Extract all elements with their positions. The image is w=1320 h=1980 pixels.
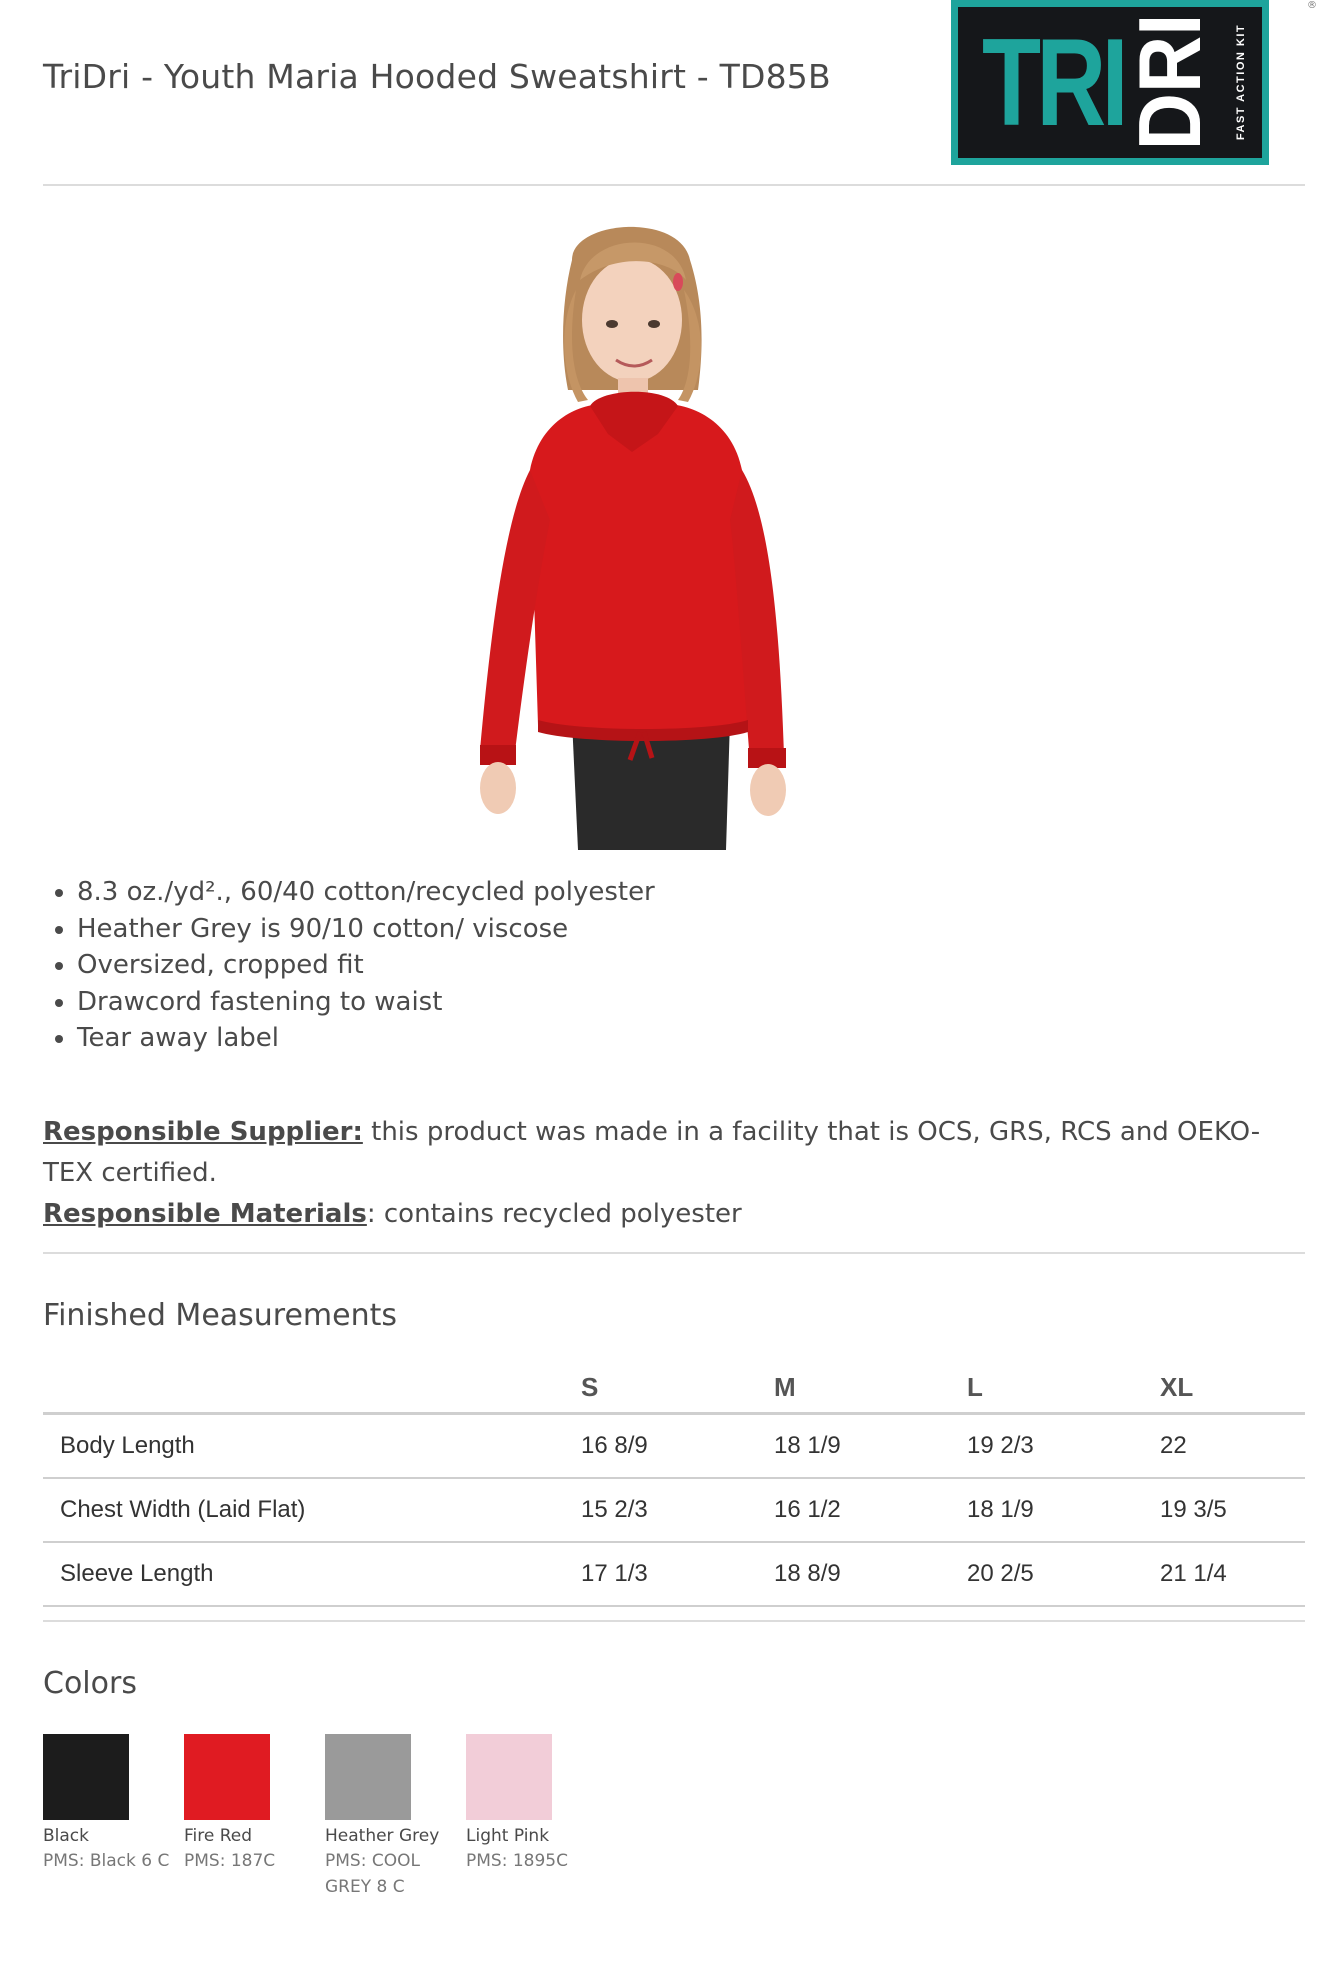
color-swatch-fire-red <box>184 1734 314 1874</box>
measurements-title: Finished Measurements <box>43 1298 398 1333</box>
logo-tagline: FAST ACTION KIT <box>1235 23 1247 141</box>
color-pms: PMS: Black 6 C <box>43 1851 170 1871</box>
table-cell: 16 8/9 <box>581 1414 774 1479</box>
table-cell: 21 1/4 <box>1160 1542 1305 1606</box>
header-divider <box>43 184 1305 186</box>
page-header <box>43 0 1317 185</box>
color-pms: PMS: 187C <box>184 1851 276 1871</box>
row-label: Sleeve Length <box>43 1542 581 1606</box>
table-cell: 20 2/5 <box>967 1542 1160 1606</box>
swatch-chip <box>184 1734 270 1820</box>
color-pms: PMS: 1895C <box>466 1851 568 1871</box>
table-row <box>43 1542 1305 1606</box>
registered-mark: ® <box>1307 0 1317 11</box>
color-swatch-light-pink <box>466 1734 596 1874</box>
responsible-info <box>43 1112 1305 1235</box>
swatch-chip <box>466 1734 552 1820</box>
swatch-chip <box>43 1734 129 1820</box>
color-name: Light Pink <box>466 1826 550 1846</box>
feature-item: • 8.3 oz./yd²., 60/40 cotton/recycled polyester <box>77 874 655 911</box>
section-divider <box>43 1252 1305 1254</box>
size-header-m: M <box>774 1371 796 1402</box>
table-cell: 17 1/3 <box>581 1542 774 1606</box>
row-label: Chest Width (Laid Flat) <box>43 1478 581 1542</box>
responsible-materials-label: Responsible Materials <box>43 1199 367 1229</box>
responsible-supplier-label: Responsible Supplier: <box>43 1117 363 1147</box>
swatch-chip <box>325 1734 411 1820</box>
logo-dri-text: DRI <box>1120 13 1219 151</box>
color-name: Black <box>43 1826 89 1846</box>
product-title: TriDri - Youth Maria Hooded Sweatshirt - TD85B <box>43 57 831 96</box>
feature-item: • Heather Grey is 90/10 cotton/ viscose <box>77 911 655 948</box>
product-photo <box>480 220 860 850</box>
table-cell: 22 <box>1160 1414 1305 1479</box>
table-cell: 19 2/3 <box>967 1414 1160 1479</box>
color-name: Heather Grey <box>325 1826 440 1846</box>
feature-item: • Oversized, cropped fit <box>77 947 655 984</box>
logo-tri-text: TRI <box>982 14 1124 152</box>
responsible-supplier <box>43 1112 1305 1194</box>
header-blank <box>43 1362 581 1414</box>
row-label: Body Length <box>43 1414 581 1479</box>
color-pms: PMS: COOL GREY 8 C <box>325 1851 420 1897</box>
feature-item: • Tear away label <box>77 1020 655 1057</box>
responsible-materials-text: : contains recycled polyester <box>366 1199 742 1229</box>
feature-item: • Drawcord fastening to waist <box>77 984 655 1021</box>
table-row <box>43 1478 1305 1542</box>
section-divider <box>43 1620 1305 1622</box>
table-cell: 19 3/5 <box>1160 1478 1305 1542</box>
responsible-materials <box>43 1194 1305 1235</box>
size-header-l: L <box>967 1371 983 1402</box>
responsible-supplier-text: this product was made in a facility that is OCS, GRS, RCS and OEKO-TEX certified. <box>43 1117 1261 1188</box>
table-row <box>43 1414 1305 1479</box>
measurements-table <box>43 1362 1305 1607</box>
size-header-xl: XL <box>1160 1371 1194 1402</box>
table-cell: 16 1/2 <box>774 1478 967 1542</box>
table-cell: 15 2/3 <box>581 1478 774 1542</box>
tridri-logo <box>951 0 1269 165</box>
color-swatch-heather-grey <box>325 1734 455 1900</box>
feature-list <box>43 874 655 1057</box>
table-cell: 18 1/9 <box>967 1478 1160 1542</box>
color-swatch-black <box>43 1734 173 1874</box>
color-name: Fire Red <box>184 1826 253 1846</box>
size-header-s: S <box>581 1371 599 1402</box>
table-header-row <box>43 1362 1305 1414</box>
table-cell: 18 8/9 <box>774 1542 967 1606</box>
colors-title: Colors <box>43 1666 137 1701</box>
table-cell: 18 1/9 <box>774 1414 967 1479</box>
